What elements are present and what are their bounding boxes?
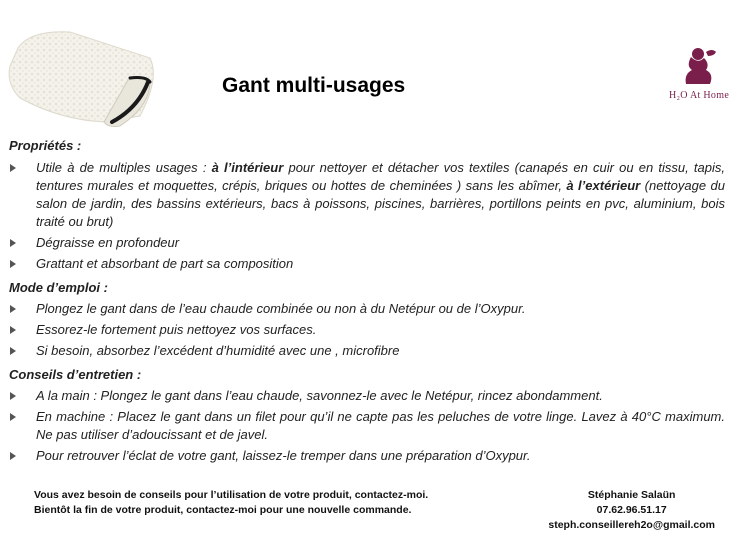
contact-email[interactable]: steph.conseillereh2o@gmail.com	[548, 519, 715, 531]
woman-silhouette-icon	[662, 44, 735, 90]
section-heading-conseils: Conseils d’entretien :	[9, 367, 142, 382]
list-item: Si besoin, absorbez l’excédent d’humidité avec une , microfibre	[9, 342, 725, 360]
list-item: A la main : Plongez le gant dans l’eau chaude, savonnez-le avec le Netépur, rincez abondamment.	[9, 387, 725, 405]
list-mode-emploi	[9, 300, 725, 360]
footer-line-2: Bientôt la fin de votre produit, contactez-moi pour une nouvelle commande.	[34, 504, 412, 516]
contact-name: Stéphanie Salaün	[587, 489, 676, 501]
list-item: Grattant et absorbant de part sa composition	[9, 255, 725, 273]
brand-logo	[662, 44, 735, 106]
footer-line-1: Vous avez besoin de conseils pour l’utilisation de votre produit, contactez-moi.	[34, 489, 429, 501]
list-proprietes	[9, 159, 725, 273]
glove-product-image	[0, 18, 175, 138]
footer-message	[34, 488, 428, 518]
list-item: Utile à de multiples usages : à l’intérieur pour nettoyer et détacher vos textiles (canapés en cuir ou en tissu, tapis, tentures murales et moquettes, crépis, briques ou hottes de cheminées ) sans les abîmer, à l’extérieur (nettoyage du salon de jardin, des bassins extérieurs, bacs à poissons, piscines, barrières, portillons peints en pvc, aluminium, bois traité ou brut)	[9, 159, 725, 231]
bullet-icon	[10, 164, 16, 172]
list-item: Essorez-le fortement puis nettoyez vos surfaces.	[9, 321, 725, 339]
list-item: Dégraisse en profondeur	[9, 234, 725, 252]
bullet-icon	[10, 305, 16, 313]
section-heading-proprietes: Propriétés :	[9, 140, 82, 153]
contact-info	[548, 488, 715, 533]
bullet-icon	[10, 452, 16, 460]
bullet-icon	[10, 347, 16, 355]
page-title: Gant multi-usages	[222, 74, 406, 97]
list-item: En machine : Placez le gant dans un filet pour qu’il ne capte pas les peluches de votre linge. Lavez à 40°C maximum. Ne pas utiliser d’adoucissant et de javel.	[9, 408, 725, 444]
bullet-icon	[10, 239, 16, 247]
list-item: Plongez le gant dans de l’eau chaude combinée ou non à du Netépur ou de l’Oxypur.	[9, 300, 725, 318]
section-heading-mode-emploi: Mode d’emploi :	[9, 280, 108, 295]
contact-phone[interactable]: 07.62.96.51.17	[596, 504, 667, 516]
bullet-icon	[10, 413, 16, 421]
bullet-icon	[10, 260, 16, 268]
list-item: Pour retrouver l’éclat de votre gant, laissez-le tremper dans une préparation d’Oxypur.	[9, 447, 725, 465]
brand-logo-text: H₂O At Home	[668, 90, 730, 101]
content-body	[9, 140, 725, 468]
bullet-icon	[10, 326, 16, 334]
list-conseils	[9, 387, 725, 465]
bullet-icon	[10, 392, 16, 400]
